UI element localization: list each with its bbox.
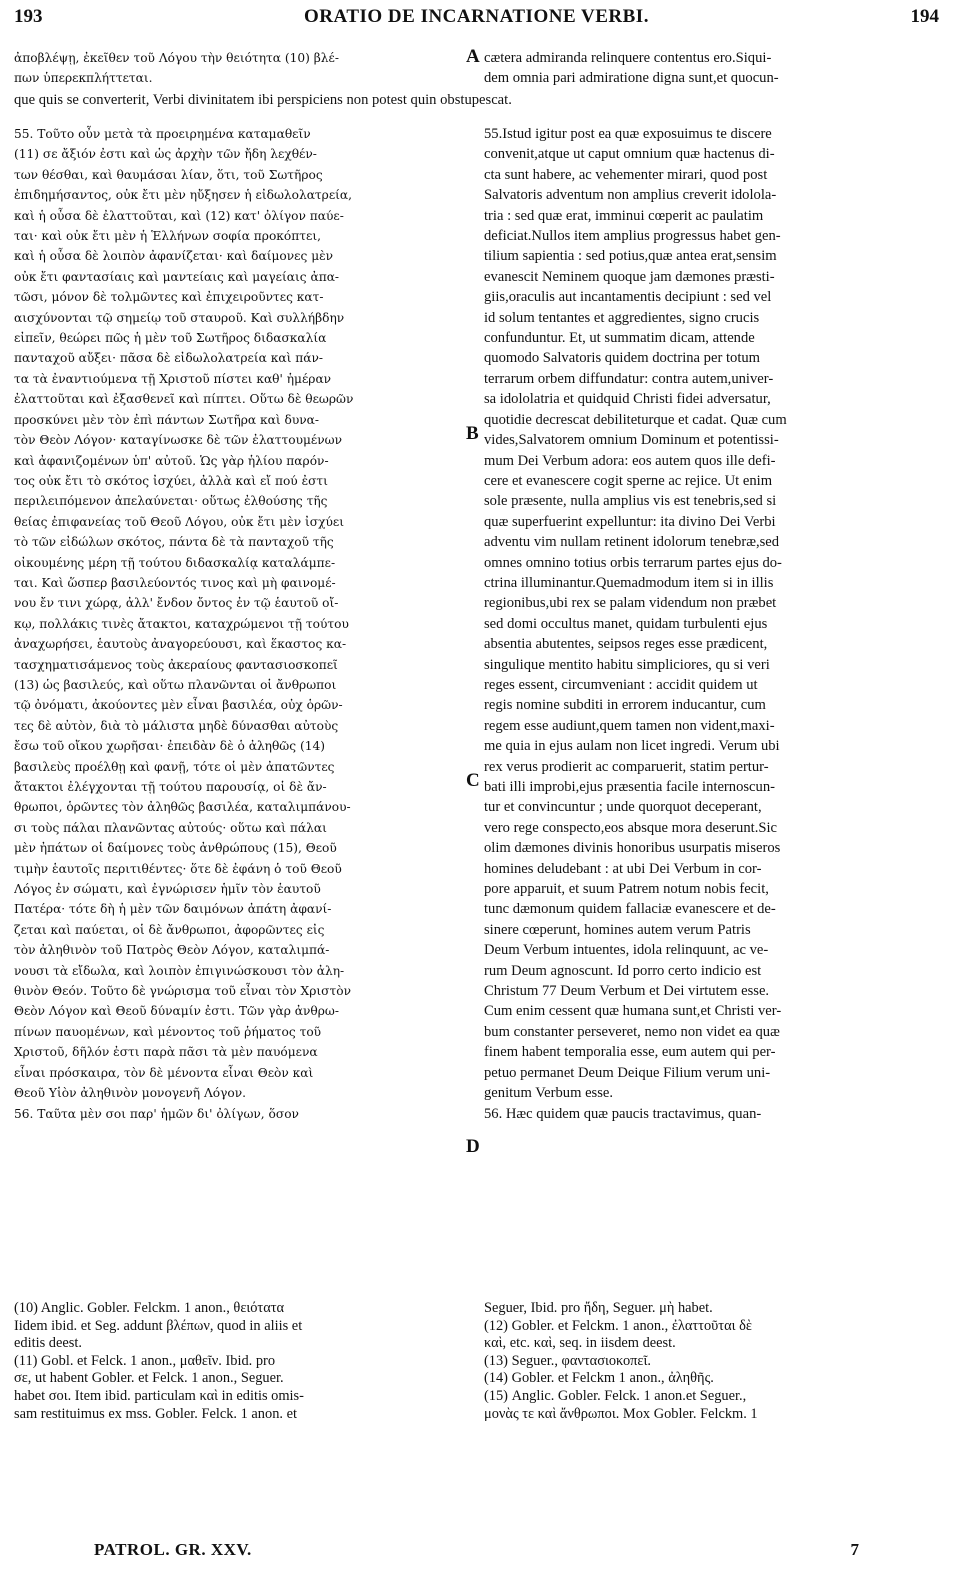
footnotes-left: (10) Anglic. Gobler. Felckm. 1 anon., θειότατα Iidem ibid. et Seg. addunt βλέπων, quod in aliis et editis deest. (11) Gobl. et Felck. 1 anon., μαθεῖν. Ibid. pro σε, ut habent Gobler. et Felck. 1 anon., Seguer. habet σοι. Item ibid. particulam καὶ in editis omis- sam restituimus ex mss. Gobler. Felck. 1 anon. et — [14, 1300, 304, 1422]
page-footer — [94, 1540, 859, 1566]
gathering-number: 7 — [850, 1540, 859, 1559]
margin-marker-d: D — [466, 1136, 480, 1157]
margin-marker-b: B — [466, 423, 479, 444]
margin-marker-c: C — [466, 770, 480, 791]
running-title: ORATIO DE INCARNATIONE VERBI. — [304, 6, 649, 27]
footnotes-right: Seguer, Ibid. pro ἤδη, Seguer. μὴ habet. (12) Gobler. et Felckm. 1 anon., ἐλαττοῦται δὲ καὶ, etc. καὶ, seq. in iisdem deest. (13) Seguer., φαντασιοκοπεῖ. (14) Gobler. et Felckm 1 anon., ἀληθῆς. (15) Anglic. Gobler. Felck. 1 anon.et Seguer., μονὰς τε καὶ ἄνθρωποι. Mox Gobler. Felckm. 1 — [484, 1300, 758, 1422]
volume-signature: PATROL. GR. XXV. — [94, 1540, 252, 1559]
page-header — [14, 6, 939, 32]
margin-marker-a: A — [466, 46, 480, 67]
greek-text-column: 55. Τοῦτο οὖν μετὰ τὰ προειρημένα καταμαθεῖν (11) σε ἄξιόν ἐστι καὶ ὡς ἀρχὴν τῶν ἤδη λεχθέν- των θέσθαι, καὶ θαυμάσαι λίαν, ὅτι, τοῦ Σωτῆρος ἐπιδημήσαντος, οὐκ ἔτι μὲν ηὔξησεν ἡ εἰδωλολατρεία, καὶ ἡ οὖσα δὲ ἐλαττοῦται, καὶ (12) κατ' ὀλίγον παύε- ται· καὶ οὐκ ἔτι μὲν ἡ Ἑλλήνων σοφία προκόπτει, καὶ ἡ οὖσα δὲ λοιπὸν ἀφανίζεται· καὶ δαίμονες μὲν οὐκ ἔτι φαντασίαις καὶ μαντείαις καὶ μαγείαις ἀπα- τῶσι, μόνον δὲ τολμῶντες καὶ ἐπιχειροῦντες κατ- αισχύνονται τῷ σημείῳ τοῦ σταυροῦ. Καὶ συλλήβδην εἰπεῖν, θεώρει πῶς ἡ μὲν τοῦ Σωτῆρος διδασκαλία πανταχοῦ αὔξει· πᾶσα δὲ εἰδωλολατρεία καὶ πάν- τα τὰ ἐναντιούμενα τῇ Χριστοῦ πίστει καθ' ἡμέραν ἐλαττοῦται καὶ ἐξασθενεῖ καὶ πίπτει. Οὕτω δὲ θεωρῶν προσκύνει μὲν τὸν ἐπὶ πάντων Σωτῆρα καὶ δυνα- τὸν Θεὸν Λόγον· καταγίνωσκε δὲ τῶν ἐλαττουμένων καὶ ἀφανιζομένων ὑπ' αὐτοῦ. Ὡς γὰρ ἡλίου παρόν- τος οὐκ ἔτι τὸ σκότος ἰσχύει, ἀλλὰ καὶ εἴ πού ἐστι περιλειπόμενον ἀπελαύνεται· οὕτως ἐλθούσης τῆς θείας ἐπιφανείας τοῦ Θεοῦ Λόγου, οὐκ ἔτι μὲν ἰσχύει τὸ τῶν εἰδώλων σκότος, πάντα δὲ τὰ πανταχοῦ τῆς οἰκουμένης μέρη τῇ τούτου διδασκαλίᾳ καταλάμπε- ται. Καὶ ὥσπερ βασιλεύοντός τινος καὶ μὴ φαινομέ- νου ἔν τινι χώρᾳ, ἀλλ' ἔνδον ὄντος ἐν τῷ ἑαυτοῦ οἴ- κῳ, πολλάκις τινὲς ἄτακτοι, καταχρώμενοι τῇ τούτου ἀναχωρήσει, ἑαυτοὺς ἀναγορεύουσι, καὶ ἕκαστος κα- τασχηματισάμενος τοὺς ἀκεραίους φαντασιοσκοπεῖ (13) ὡς βασιλεύς, καὶ οὕτω πλανῶνται οἱ ἄνθρωποι τῷ ὀνόματι, ἀκούοντες μὲν εἶναι βασιλέα, οὐχ ὁρῶν- τες δὲ αὐτὸν, διὰ τὸ μάλιστα μηδὲ δύνασθαι αὐτοὺς ἔσω τοῦ οἴκου χωρῆσαι· ἐπειδὰν δὲ ὁ ἀληθῶς (14) βασιλεὺς προέλθῃ καὶ φανῇ, τότε οἱ μὲν ἀπατῶντες ἄτακτοι ἐλέγχονται τῇ τούτου παρουσίᾳ, οἱ δὲ ἄν- θρωποι, ὁρῶντες τὸν ἀληθῶς βασιλέα, καταλιμπάνου- σι τοὺς πάλαι πλανῶντας αὐτούς· οὕτω καὶ πάλαι μὲν ἠπάτων οἱ δαίμονες τοὺς ἀνθρώπους (15), Θεοῦ τιμὴν ἑαυτοῖς περιτιθέντες· ὅτε δὲ ἐφάνη ὁ τοῦ Θεοῦ Λόγος ἐν σώματι, καὶ ἐγνώρισεν ἡμῖν τὸν ἑαυτοῦ Πατέρα· τότε δὴ ἡ μὲν τῶν δαιμόνων ἀπάτη ἀφανί- ζεται καὶ παύεται, οἱ δὲ ἄνθρωποι, ἀφορῶντες εἰς τὸν ἀληθινὸν τοῦ Πατρὸς Θεὸν Λόγον, καταλιμπά- νουσι τὰ εἴδωλα, καὶ λοιπὸν ἐπιγινώσκουσι τὸν ἀλη- θινὸν Θεόν. Τοῦτο δὲ γνώρισμα τοῦ εἶναι τὸν Χριστὸν Θεὸν Λόγον καὶ Θεοῦ δύναμίν ἐστι. Τῶν γὰρ ἀνθρω- πίνων παυομένων, καὶ μένοντος τοῦ ῥήματος τοῦ Χριστοῦ, δῆλόν ἐστι παρὰ πᾶσι τὰ μὲν παυόμενα εἶναι πρόσκαιρα, τὸν δὲ μένοντα εἶναι Θεὸν καὶ Θεοῦ Υἱὸν ἀληθινὸν μονογενῆ Λόγον. 56. Ταῦτα μὲν σοι παρ' ἡμῶν δι' ὀλίγων, ὅσον — [14, 127, 354, 1121]
full-width-line: que quis se converterit, Verbi divinitatem ibi perspiciens non potest quin obstupescat. — [14, 92, 512, 108]
latin-top-continuation: cætera admiranda relinquere contentus ero.Siqui- dem omnia pari admiratione digna sunt,et quocun- — [484, 50, 779, 87]
page-number-right: 194 — [910, 6, 939, 27]
latin-text-column: 55.Istud igitur post ea quæ exposuimus te discere convenit,atque ut caput omnium quæ hactenus di- cta sunt habere, ac vehementer mirari, quod post Salvatoris adventum non amplius creverit idolola- tria : sed quæ erat, imminui cœperit ac paulatim deficiat.Nullos item amplius progressus habet gen- tilium sapientia : sed potius,quæ antea erat,sensim evanescit Neminem quoque jam dæmones præsti- giis,oraculis aut incantamentis decipiunt : sed vel id solum tentantes et aggredientes, signo crucis confunduntur. Et, ut summatim dicam, attende quomodo Salvatoris quidem doctrina per totum terrarum orbem diffundatur: contra autem,univer- sa idololatria et quidquid Christi fidei adversatur, quotidie decrescat debiliteturque et cadat. Quæ cum vides,Salvatorem omnium Dominum et potentissi- mum Dei Verbum adora: eos autem quos ille defi- cere et evanescere cogit sperne ac rejice. Ut enim sole præsente, nulla amplius vis est tenebris,sed si quæ superfuerint expelluntur: ita divino Dei Verbi adventu vim nullam retinent idolorum tenebræ,sed omnes omnino totius orbis terrarum partes ejus do- ctrina illuminantur.Quemadmodum item si in illis regionibus,ubi rex se palam videndum non præbet sed domi occultus manet, quidam turbulenti ejus absentia abutentes, seipsos reges esse prædicent, singulique mentito habitu simpliciores, qu si veri reges essent, circumveniant : accidit quidem ut regis nomine subditi in errorem inducantur, cum regem esse audiunt,quem tamen non vident,maxi- me quia in ejus aulam non licet ingredi. Verum ubi rex verus prodierit ac comparuerit, statim pertur- bati illi improbi,ejus præsentia facile internoscun- tur et convincuntur ; unde quorquot deceperant, vero rege conspecto,eos absque mora deserunt.Sic olim dæmones divinis honoribus usurpatis miseros homines deludebant : at ubi Dei Verbum in cor- pore apparuit, et suum Patrem notum nobis fecit, tunc dæmonum quidem fallaciæ evanescere et de- sinere cœperunt, homines autem verum Patris Deum Verbum intuentes, idola relinquunt, ac ve- rum Deum agnoscunt. Id porro certo indicio est Christum 77 Deum Verbum et Dei virtutem esse. Cum enim cessent quæ humana sunt,et Christi ver- bum constanter perseveret, nemo non videt ea quæ finem habent temporalia esse, eum autem qui per- petuo permanet Deum Deique Filium verum uni- genitum Verbum esse. 56. Hæc quidem quæ paucis tractavimus, quan- — [484, 126, 787, 1122]
greek-top-continuation: ἀποβλέψῃ, ἐκεῖθεν τοῦ Λόγου τὴν θειότητα (10) βλέ- πων ὑπερεκπλήττεται. — [14, 51, 339, 86]
page-number-left: 193 — [14, 6, 43, 27]
